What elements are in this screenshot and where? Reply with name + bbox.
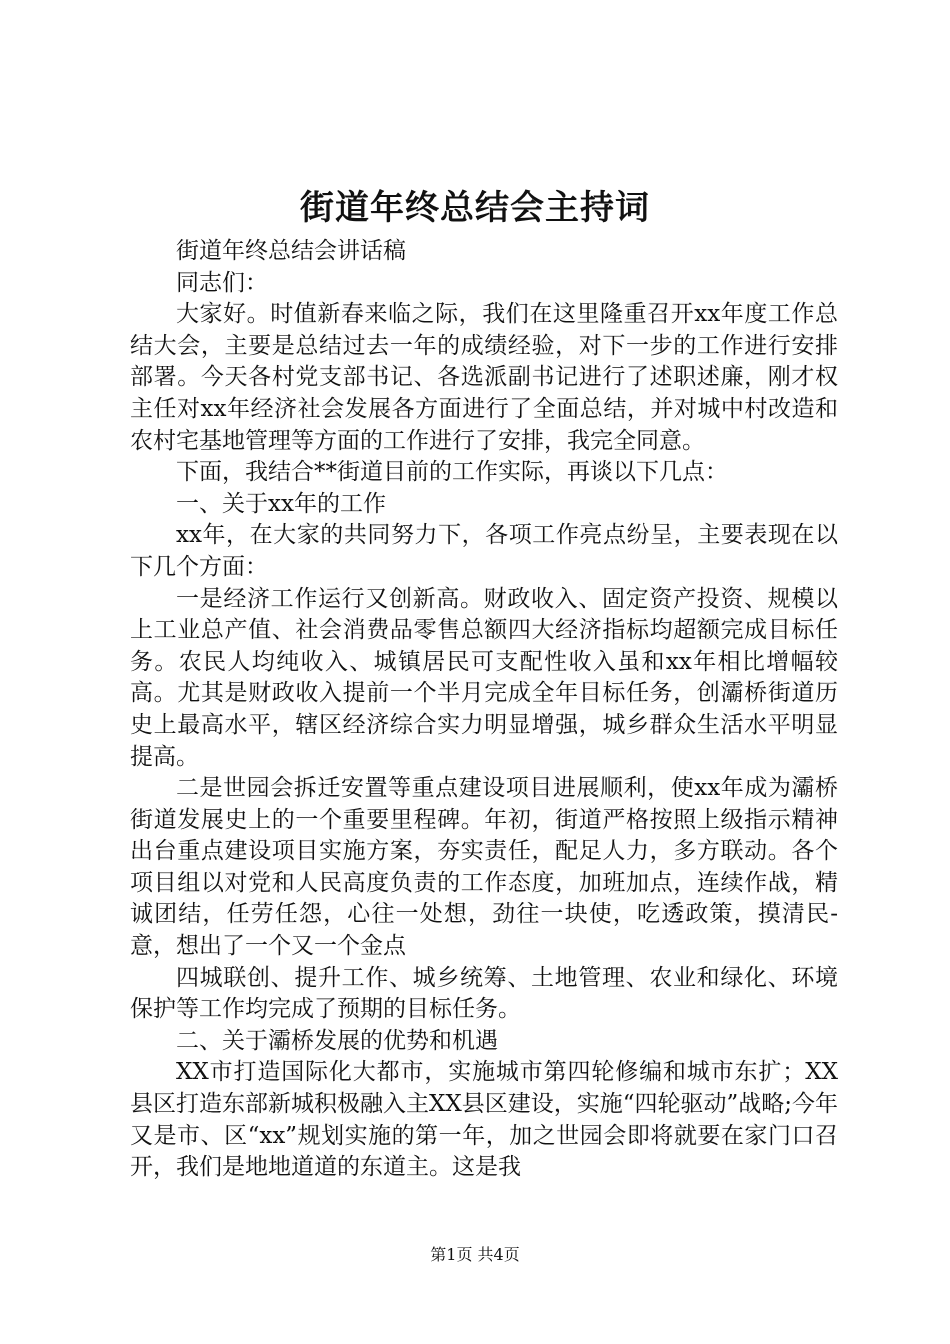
document-title: 街道年终总结会主持词 [300,188,650,228]
paragraph-other-work: 四城联创、提升工作、城乡统筹、土地管理、农业和绿化、环境保护等工作均完成了预期的目标任务。 [130,964,838,1023]
document-body [130,236,838,1184]
paragraph-intro: xx年，在大家的共同努力下，各项工作亮点纷呈，主要表现在以下几个方面： [130,522,838,580]
paragraph-projects: 二是世园会拆迁安置等重点建设项目进展顺利，使xx年成为灞桥街道发展史上的一个重要里程碑。年初，街道严格按照上级指示精神出台重点建设项目实施方案，夯实责任，配足人力，多方联动。各个项目组以对党和人民高度负责的工作态度，加班加点，连续作战，精诚团结，任劳任怨，心往一处想，劲往一块使，吃透政策，摸清民-意，想出了一个又一个金点 [130,775,838,960]
paragraph-transition: 下面，我结合**街道目前的工作实际，再谈以下几点： [176,459,728,486]
paragraph-heading: 街道年终总结会讲话稿 [176,238,406,264]
section-heading-2: 二、关于灞桥发展的优势和机遇 [176,1027,498,1054]
paragraph-opportunities: XX市打造国际化大都市，实施城市第四轮修编和城市东扩；XX县区打造东部新城积极融入主XX县区建设，实施“四轮驱动”战略;今年又是市、区“xx”规划实施的第一年，加之世园会即将就要在家门口召开，我们是地地道道的东道主。这是我 [130,1059,839,1181]
page-footer: 第1页 共4页 [430,1245,520,1264]
paragraph-opening: 大家好。时值新春来临之际，我们在这里隆重召开xx年度工作总结大会，主要是总结过去一年的成绩经验，对下一步的工作进行安排部署。今天各村党支部书记、各选派副书记进行了述职述廉，刚才权主任对xx年经济社会发展各方面进行了全面总结，并对城中村改造和农村宅基地管理等方面的工作进行了安排，我完全同意。 [130,301,838,454]
paragraph-economy: 一是经济工作运行又创新高。财政收入、固定资产投资、规模以上工业总产值、社会消费品零售总额四大经济指标均超额完成目标任务。农民人均纯收入、城镇居民可支配性收入虽和xx年相比增幅较高。尤其是财政收入提前一个半月完成全年目标任务，创灞桥街道历史上最高水平，辖区经济综合实力明显增强，城乡群众生活水平明显提高。 [130,585,838,770]
paragraph-salutation: 同志们： [176,269,268,296]
section-heading-1: 一、关于xx年的工作 [176,490,386,517]
